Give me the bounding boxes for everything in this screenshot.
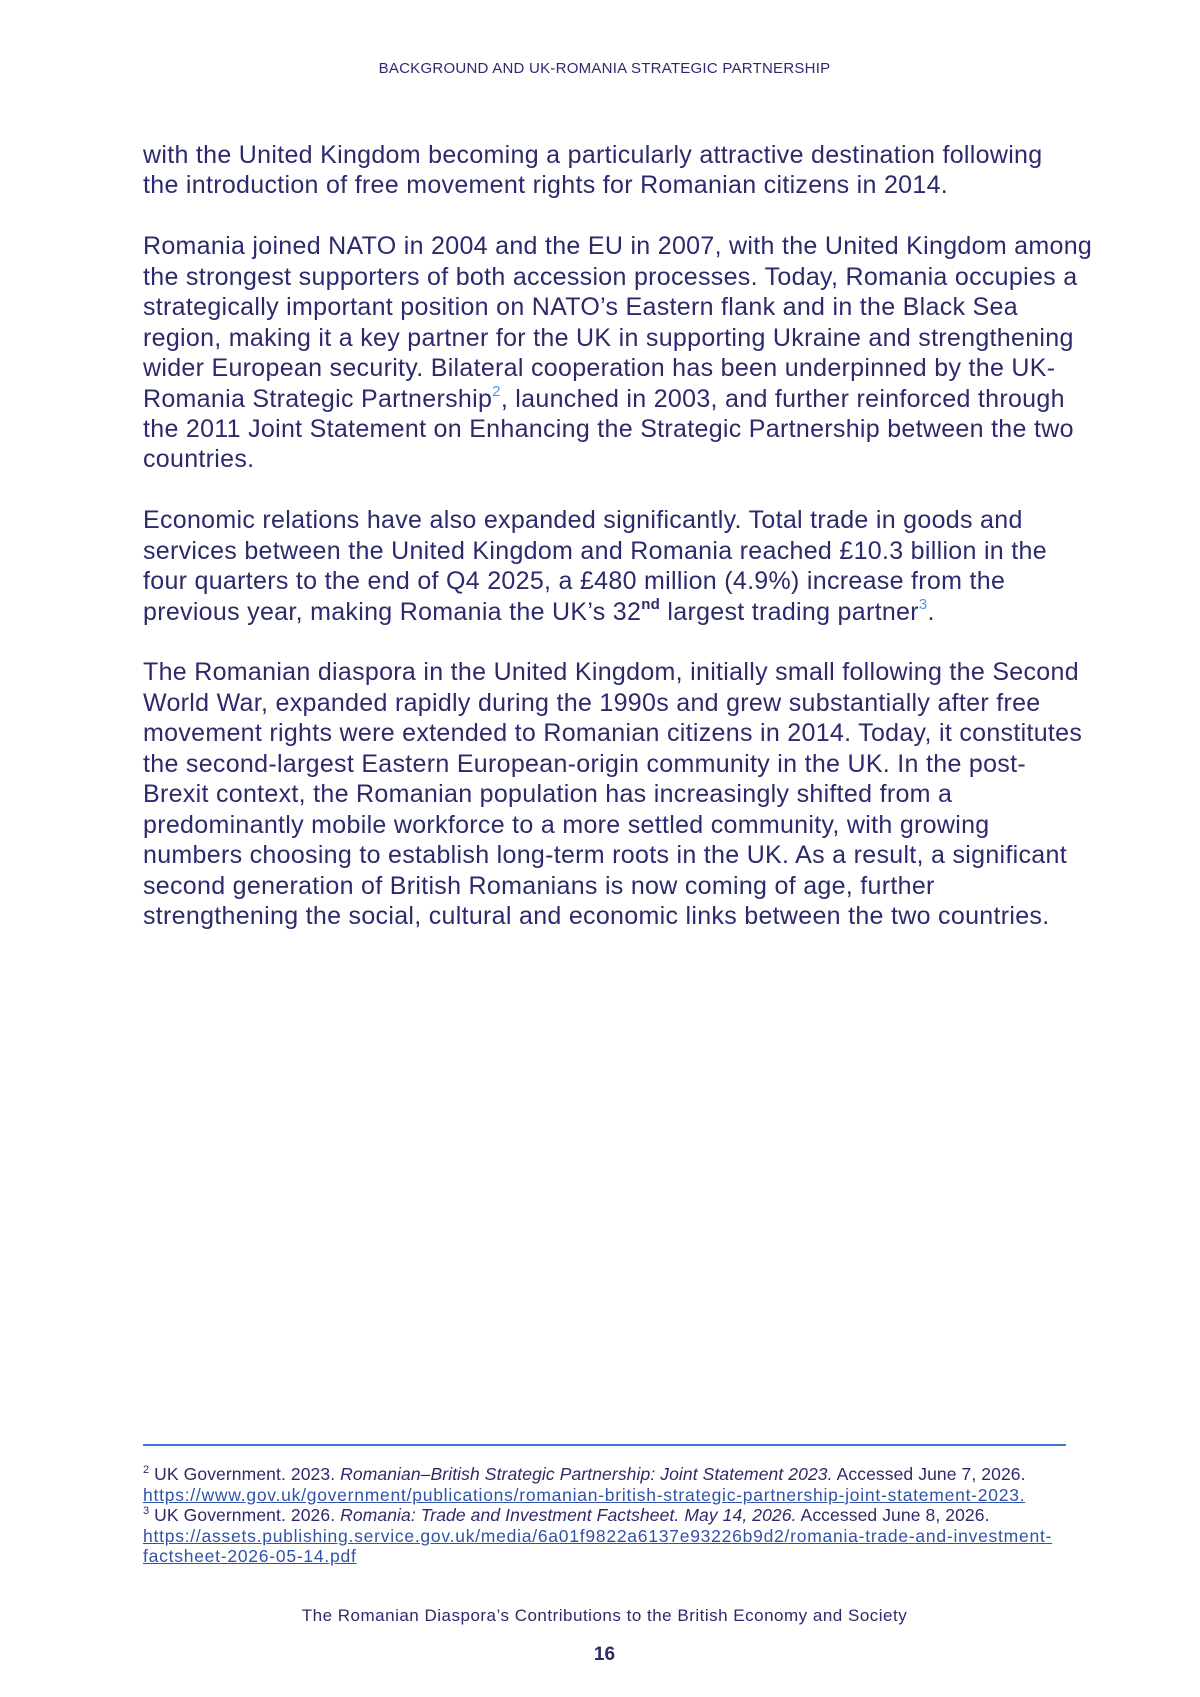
paragraph	[143, 140, 1143, 201]
paragraph	[143, 657, 1143, 931]
body-line: with the United Kingdom becoming a particularly attractive destination following	[143, 141, 1043, 169]
body-line	[143, 384, 1143, 414]
page-number: 16	[593, 1644, 616, 1665]
footnote-source: UK Government. 2023.	[149, 1464, 341, 1484]
body-line: the 2011 Joint Statement on Enhancing the Strategic Partnership between the two	[143, 414, 1074, 443]
body-text-segment: Romania Strategic Partnership	[143, 384, 493, 413]
body-text-segment: , launched in 2003, and further reinforced through	[500, 384, 1065, 413]
body-line: the introduction of free movement rights for Romanian citizens in 2014.	[143, 171, 949, 200]
footnote-3-url	[143, 1546, 1143, 1567]
footnote-reference-2[interactable]: 2	[492, 382, 501, 400]
body-text-segment: .	[927, 597, 935, 626]
body-text-segment: largest trading partner	[660, 597, 919, 626]
body-text	[143, 140, 1143, 962]
paragraph	[143, 505, 1143, 627]
body-line: World War, expanded rapidly during the 1990s and grew substantially after free	[143, 688, 1041, 717]
body-line: Economic relations have also expanded significantly. Total trade in goods and	[143, 506, 1023, 535]
footnote-accessed: Accessed June 7, 2026.	[832, 1464, 1026, 1484]
footer-document-title: The Romanian Diaspora’s Contributions to the British Economy and Society	[301, 1606, 908, 1625]
footnote-link[interactable]: https://www.gov.uk/government/publications/romanian-british-strategic-partnership-joint-statement-2023.	[143, 1484, 1026, 1505]
running-header: BACKGROUND AND UK-ROMANIA STRATEGIC PARTNERSHIP	[378, 60, 831, 77]
body-line: four quarters to the end of Q4 2025, a £480 million (4.9%) increase from the	[143, 567, 1006, 596]
body-line: predominantly mobile workforce to a more settled community, with growing	[143, 810, 990, 839]
body-line: second generation of British Romanians is now coming of age, further	[143, 871, 935, 900]
body-text-segment: previous year, making Romania the UK’s 32	[143, 597, 642, 626]
paragraph	[143, 231, 1143, 475]
footnote-3	[143, 1505, 1143, 1526]
footnote-link[interactable]: https://assets.publishing.service.gov.uk/media/6a01f9822a6137e93226b9d2/romania-trade-and-investment-	[143, 1525, 1053, 1546]
footnotes	[143, 1464, 1143, 1567]
footnote-reference-3[interactable]: 3	[918, 595, 928, 613]
body-line: the strongest supporters of both accession processes. Today, Romania occupies a	[143, 262, 1078, 291]
footnote-title: Romania: Trade and Investment Factsheet. May 14, 2026.	[340, 1505, 797, 1525]
body-line: numbers choosing to establish long-term roots in the UK. As a result, a significant	[143, 841, 1067, 870]
body-line: Romania joined NATO in 2004 and the EU in 2007, with the United Kingdom among	[143, 232, 1093, 261]
footnote-2	[143, 1464, 1143, 1485]
body-line: services between the United Kingdom and Romania reached £10.3 billion in the	[143, 536, 1047, 565]
body-line: movement rights were extended to Romanian citizens in 2014. Today, it constitutes	[143, 719, 1083, 748]
footnote-accessed: Accessed June 8, 2026.	[796, 1505, 990, 1525]
footnote-title: Romanian–British Strategic Partnership: Joint Statement 2023.	[340, 1464, 833, 1484]
body-line	[143, 597, 1143, 627]
footnote-3-url	[143, 1526, 1143, 1547]
body-line: strengthening the social, cultural and economic links between the two countries.	[143, 901, 1050, 930]
body-line: region, making it a key partner for the UK in supporting Ukraine and strengthening	[143, 323, 1074, 352]
body-line: wider European security. Bilateral cooperation has been underpinned by the UK-	[143, 354, 1056, 383]
footnote-number: 2	[143, 1464, 150, 1476]
footnote-link[interactable]: factsheet-2026-05-14.pdf	[143, 1546, 357, 1566]
footnote-2-url	[143, 1485, 1143, 1506]
footnote-separator	[143, 1444, 1066, 1446]
body-line: countries.	[143, 445, 255, 474]
footnote-source: UK Government. 2026.	[149, 1505, 341, 1525]
body-line: the second-largest Eastern European-origin community in the UK. In the post-	[143, 749, 1026, 778]
body-line: strategically important position on NATO’s Eastern flank and in the Black Sea	[143, 293, 1018, 322]
footnote-number: 3	[143, 1505, 150, 1517]
ordinal-suffix: nd	[641, 595, 661, 613]
body-line: The Romanian diaspora in the United Kingdom, initially small following the Second	[143, 658, 1079, 687]
body-line: Brexit context, the Romanian population has increasingly shifted from a	[143, 780, 953, 809]
